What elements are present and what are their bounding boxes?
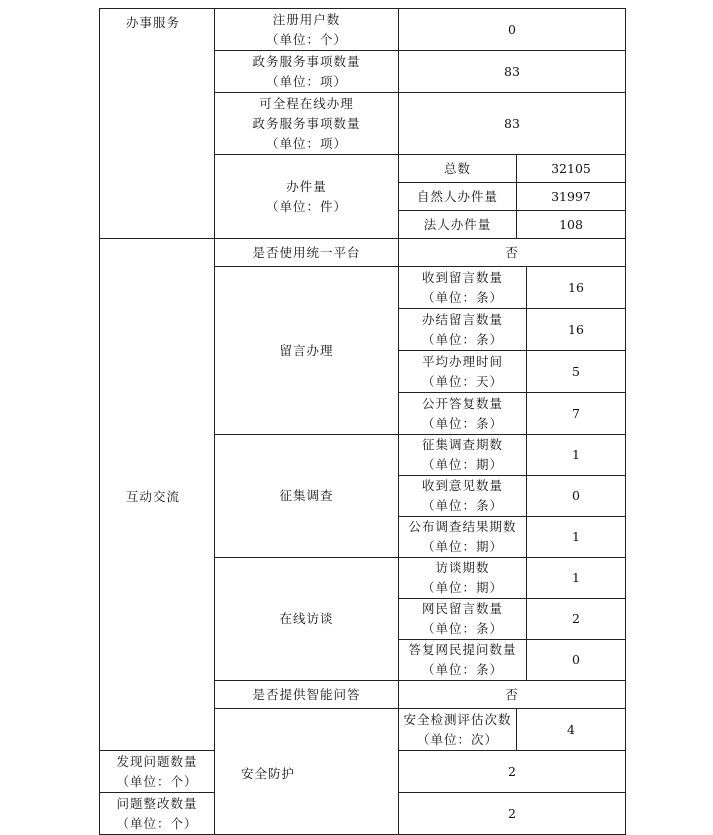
messages-closed-label: 办结留言数量 （单位：条） [399, 309, 527, 351]
registered-users-label: 注册用户数 （单位：个） [215, 9, 399, 51]
statistics-table [99, 8, 626, 835]
volume-total-label: 总数 [399, 155, 517, 183]
issues-found-label: 发现问题数量 （单位：个） [100, 751, 215, 793]
netizen-messages-value: 2 [527, 599, 626, 640]
messages-closed-value: 16 [527, 309, 626, 351]
volume-total-value: 32105 [517, 155, 626, 183]
interview-periods-value: 1 [527, 558, 626, 599]
opinions-received-value: 0 [527, 476, 626, 517]
online-items-label: 可全程在线办理 政务服务事项数量 （单位：项） [215, 93, 399, 155]
volume-legal-label: 法人办件量 [399, 211, 517, 239]
messages-received-value: 16 [527, 267, 626, 309]
service-items-value: 83 [399, 51, 626, 93]
survey-results-value: 1 [527, 517, 626, 558]
service-items-label: 政务服务事项数量 （单位：项） [215, 51, 399, 93]
case-volume-label: 办件量 （单位：件） [215, 155, 399, 239]
issues-fixed-value: 2 [399, 793, 626, 835]
opinions-received-label: 收到意见数量 （单位：条） [399, 476, 527, 517]
category-service: 办事服务 [100, 9, 215, 239]
volume-natural-label: 自然人办件量 [399, 183, 517, 211]
public-replies-label: 公开答复数量 （单位：条） [399, 393, 527, 435]
netizen-messages-label: 网民留言数量 （单位：条） [399, 599, 527, 640]
volume-legal-value: 108 [517, 211, 626, 239]
category-interaction: 互动交流 [100, 239, 215, 751]
issues-found-value: 2 [399, 751, 626, 793]
online-items-value: 83 [399, 93, 626, 155]
smart-qa-label: 是否提供智能问答 [215, 681, 399, 709]
message-handling-label: 留言办理 [215, 267, 399, 435]
unified-platform-value: 否 [399, 239, 626, 267]
interview-periods-label: 访谈期数 （单位：期） [399, 558, 527, 599]
public-replies-value: 7 [527, 393, 626, 435]
netizen-answers-value: 0 [527, 640, 626, 681]
unified-platform-label: 是否使用统一平台 [215, 239, 399, 267]
survey-results-label: 公布调查结果期数 （单位：期） [399, 517, 527, 558]
smart-qa-value: 否 [399, 681, 626, 709]
avg-handling-time-value: 5 [527, 351, 626, 393]
volume-natural-value: 31997 [517, 183, 626, 211]
online-interview-label: 在线访谈 [215, 558, 399, 681]
security-checks-value: 4 [517, 709, 626, 751]
survey-periods-label: 征集调查期数 （单位：期） [399, 435, 527, 476]
category-security: 安全防护 [215, 709, 399, 835]
survey-periods-value: 1 [527, 435, 626, 476]
avg-handling-time-label: 平均办理时间 （单位：天） [399, 351, 527, 393]
survey-label: 征集调查 [215, 435, 399, 558]
security-checks-label: 安全检测评估次数 （单位：次） [399, 709, 517, 751]
netizen-answers-label: 答复网民提问数量 （单位：条） [399, 640, 527, 681]
issues-fixed-label: 问题整改数量 （单位：个） [100, 793, 215, 835]
registered-users-value: 0 [399, 9, 626, 51]
messages-received-label: 收到留言数量 （单位：条） [399, 267, 527, 309]
